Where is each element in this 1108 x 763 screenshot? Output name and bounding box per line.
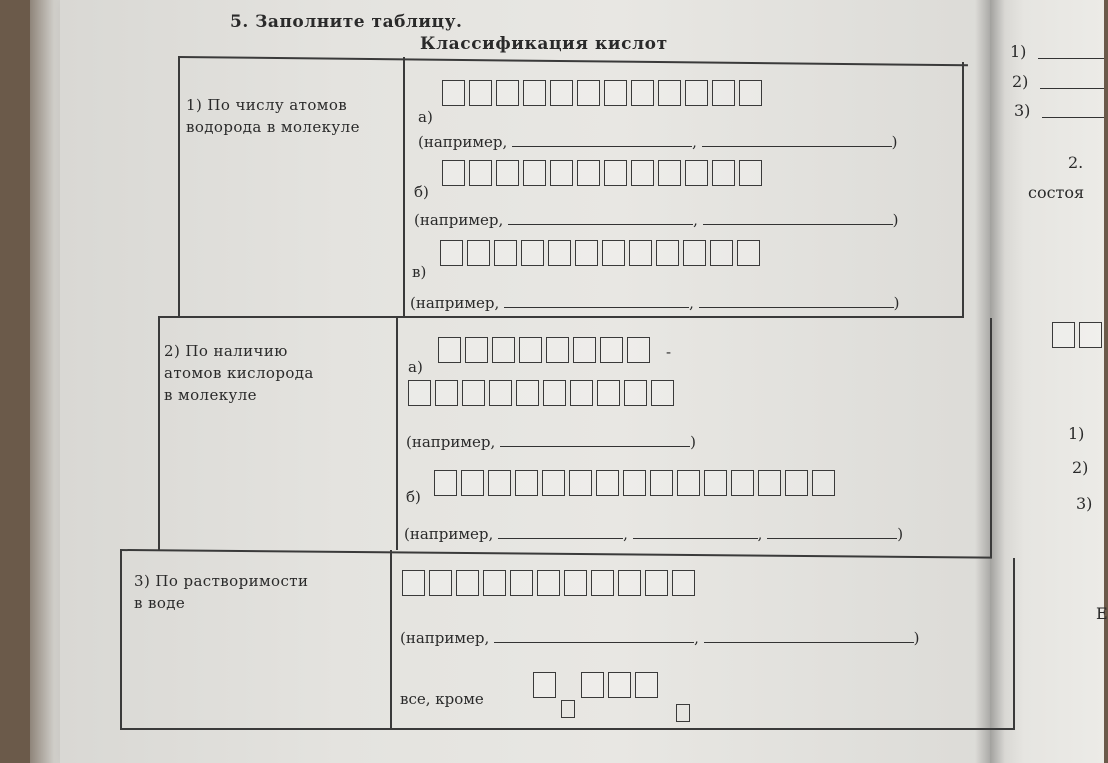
table-border-bottom	[120, 728, 1015, 730]
letter-box[interactable]	[489, 380, 512, 406]
table-border-right-2	[990, 318, 992, 558]
answer-blank[interactable]	[633, 524, 758, 539]
row2-item-b-boxes[interactable]	[434, 470, 839, 496]
letter-box[interactable]	[758, 470, 781, 496]
table-title: Классификация кислот	[420, 34, 668, 54]
table-divider-col	[403, 57, 405, 317]
right-page	[990, 0, 1104, 763]
letter-box[interactable]	[510, 570, 533, 596]
letter-box[interactable]	[546, 337, 569, 363]
table-border-right	[962, 62, 964, 318]
row1-item-a-label: а)	[418, 108, 433, 126]
formula-boxes[interactable]	[581, 672, 662, 698]
letter-box[interactable]	[492, 337, 515, 363]
letter-box[interactable]	[483, 570, 506, 596]
answer-blank[interactable]	[704, 628, 914, 643]
category-oxygen-atoms: 2) По наличию атомов кислорода в молекуле	[164, 342, 314, 404]
letter-box[interactable]	[543, 380, 566, 406]
row2-item-b-example: (например, , , )	[404, 525, 904, 543]
right-item-2: 2.	[1068, 153, 1084, 172]
letter-box[interactable]	[438, 337, 461, 363]
formula-box[interactable]	[533, 672, 556, 698]
letter-box[interactable]	[739, 80, 762, 106]
right-line-2	[1040, 88, 1104, 89]
right-list-bottom-3: 3)	[1076, 494, 1093, 513]
table-divider-col-3	[390, 550, 392, 730]
hyphen-mark: -	[666, 343, 672, 361]
answer-blank[interactable]	[767, 524, 897, 539]
row2-item-a-boxes-line2[interactable]	[408, 380, 678, 406]
letter-box[interactable]	[618, 570, 641, 596]
answer-blank[interactable]	[512, 132, 692, 147]
row1-item-c-example: (например, , )	[410, 294, 900, 312]
row1-item-b-boxes[interactable]	[442, 160, 766, 186]
table-border-left-2	[158, 318, 160, 550]
letter-box[interactable]	[521, 240, 544, 266]
letter-box[interactable]	[467, 240, 490, 266]
letter-box[interactable]	[488, 470, 511, 496]
letter-box[interactable]	[623, 470, 646, 496]
letter-box[interactable]	[408, 380, 431, 406]
letter-box[interactable]	[564, 570, 587, 596]
answer-blank[interactable]	[508, 210, 693, 225]
letter-box[interactable]	[604, 160, 627, 186]
letter-box[interactable]	[516, 380, 539, 406]
letter-box[interactable]	[462, 380, 485, 406]
right-list-bottom-2: 2)	[1072, 458, 1089, 477]
letter-box[interactable]	[573, 337, 596, 363]
letter-box[interactable]	[434, 470, 457, 496]
right-list-top-3: 3)	[1014, 101, 1031, 120]
category-solubility: 3) По растворимости в воде	[134, 572, 309, 612]
letter-box[interactable]	[496, 80, 519, 106]
letter-box[interactable]	[602, 240, 625, 266]
right-list-bottom-1: 1)	[1068, 424, 1085, 443]
row1-item-c-label: в)	[412, 263, 427, 281]
letter-box[interactable]	[658, 160, 681, 186]
letter-box[interactable]	[581, 672, 604, 698]
row1-item-c-boxes[interactable]	[440, 240, 764, 266]
letter-box[interactable]	[515, 470, 538, 496]
answer-blank[interactable]	[500, 432, 690, 447]
right-list-top-1: 1)	[1010, 42, 1027, 61]
letter-box[interactable]	[402, 570, 425, 596]
letter-box[interactable]	[435, 380, 458, 406]
right-line-3	[1042, 117, 1104, 118]
row2-item-a-boxes-line1[interactable]	[438, 337, 654, 363]
row2-item-b-label: б)	[406, 488, 421, 506]
letter-box[interactable]	[548, 240, 571, 266]
letter-box[interactable]	[519, 337, 542, 363]
row1-item-a-boxes[interactable]	[442, 80, 766, 106]
letter-box[interactable]	[656, 240, 679, 266]
letter-box[interactable]	[440, 240, 463, 266]
answer-blank[interactable]	[699, 293, 894, 308]
answer-blank[interactable]	[494, 628, 694, 643]
task-title: 5. Заполните таблицу.	[230, 12, 463, 32]
letter-box[interactable]	[600, 337, 623, 363]
letter-box[interactable]	[465, 337, 488, 363]
letter-box[interactable]	[710, 240, 733, 266]
letter-box[interactable]	[712, 160, 735, 186]
right-letter: Е	[1096, 604, 1108, 623]
row3-example: (например, , )	[400, 629, 920, 647]
letter-box[interactable]	[608, 672, 631, 698]
right-box[interactable]	[1079, 322, 1102, 348]
letter-box[interactable]	[570, 380, 593, 406]
table-border-left	[178, 56, 180, 318]
letter-box[interactable]	[442, 160, 465, 186]
category-hydrogen-atoms: 1) По числу атомов водорода в молекуле	[186, 96, 360, 136]
letter-box[interactable]	[627, 337, 650, 363]
letter-box[interactable]	[635, 672, 658, 698]
letter-box[interactable]	[496, 160, 519, 186]
row1-item-b-label: б)	[414, 183, 429, 201]
letter-box[interactable]	[645, 570, 668, 596]
letter-box[interactable]	[461, 470, 484, 496]
letter-box[interactable]	[685, 160, 708, 186]
row3-boxes[interactable]	[402, 570, 699, 596]
letter-box[interactable]	[658, 80, 681, 106]
letter-box[interactable]	[569, 470, 592, 496]
letter-box[interactable]	[812, 470, 835, 496]
row3-except-label: все, кроме	[400, 690, 484, 708]
letter-box[interactable]	[624, 380, 647, 406]
row1-item-b-example: (например, , )	[414, 211, 899, 229]
answer-blank[interactable]	[498, 524, 623, 539]
letter-box[interactable]	[537, 570, 560, 596]
letter-box[interactable]	[575, 240, 598, 266]
right-line-1	[1038, 58, 1104, 59]
table-row-divider-1	[158, 316, 964, 318]
letter-box[interactable]	[650, 470, 673, 496]
letter-box[interactable]	[469, 80, 492, 106]
row2-item-a-label: а)	[408, 358, 423, 376]
letter-box[interactable]	[651, 380, 674, 406]
answer-blank[interactable]	[702, 132, 892, 147]
row2-item-a-example: (например, )	[406, 433, 696, 451]
letter-box[interactable]	[629, 240, 652, 266]
letter-box[interactable]	[785, 470, 808, 496]
formula-subscript-box[interactable]	[561, 700, 575, 718]
letter-box[interactable]	[739, 160, 762, 186]
answer-blank[interactable]	[703, 210, 893, 225]
letter-box[interactable]	[704, 470, 727, 496]
letter-box[interactable]	[731, 470, 754, 496]
letter-box[interactable]	[712, 80, 735, 106]
letter-box[interactable]	[596, 470, 619, 496]
answer-blank[interactable]	[504, 293, 689, 308]
table-border-right-3	[1013, 558, 1015, 730]
formula-subscript-box[interactable]	[676, 704, 690, 722]
letter-box[interactable]	[631, 80, 654, 106]
letter-box[interactable]	[523, 160, 546, 186]
right-word: состоя	[1028, 183, 1085, 202]
letter-box[interactable]	[677, 470, 700, 496]
letter-box[interactable]	[683, 240, 706, 266]
letter-box[interactable]	[550, 80, 573, 106]
table-border-left-3	[120, 550, 122, 730]
letter-box[interactable]	[631, 160, 654, 186]
letter-box[interactable]	[523, 80, 546, 106]
letter-box[interactable]	[577, 80, 600, 106]
letter-box[interactable]	[685, 80, 708, 106]
letter-box[interactable]	[429, 570, 452, 596]
right-box[interactable]	[1052, 322, 1075, 348]
table-divider-col-2	[396, 318, 398, 550]
letter-box[interactable]	[604, 80, 627, 106]
letter-box[interactable]	[591, 570, 614, 596]
letter-box[interactable]	[737, 240, 760, 266]
row1-item-a-example: (например, , )	[418, 133, 898, 151]
right-list-top-2: 2)	[1012, 72, 1029, 91]
letter-box[interactable]	[494, 240, 517, 266]
letter-box[interactable]	[442, 80, 465, 106]
letter-box[interactable]	[469, 160, 492, 186]
letter-box[interactable]	[672, 570, 695, 596]
letter-box[interactable]	[597, 380, 620, 406]
letter-box[interactable]	[550, 160, 573, 186]
letter-box[interactable]	[577, 160, 600, 186]
letter-box[interactable]	[456, 570, 479, 596]
letter-box[interactable]	[542, 470, 565, 496]
